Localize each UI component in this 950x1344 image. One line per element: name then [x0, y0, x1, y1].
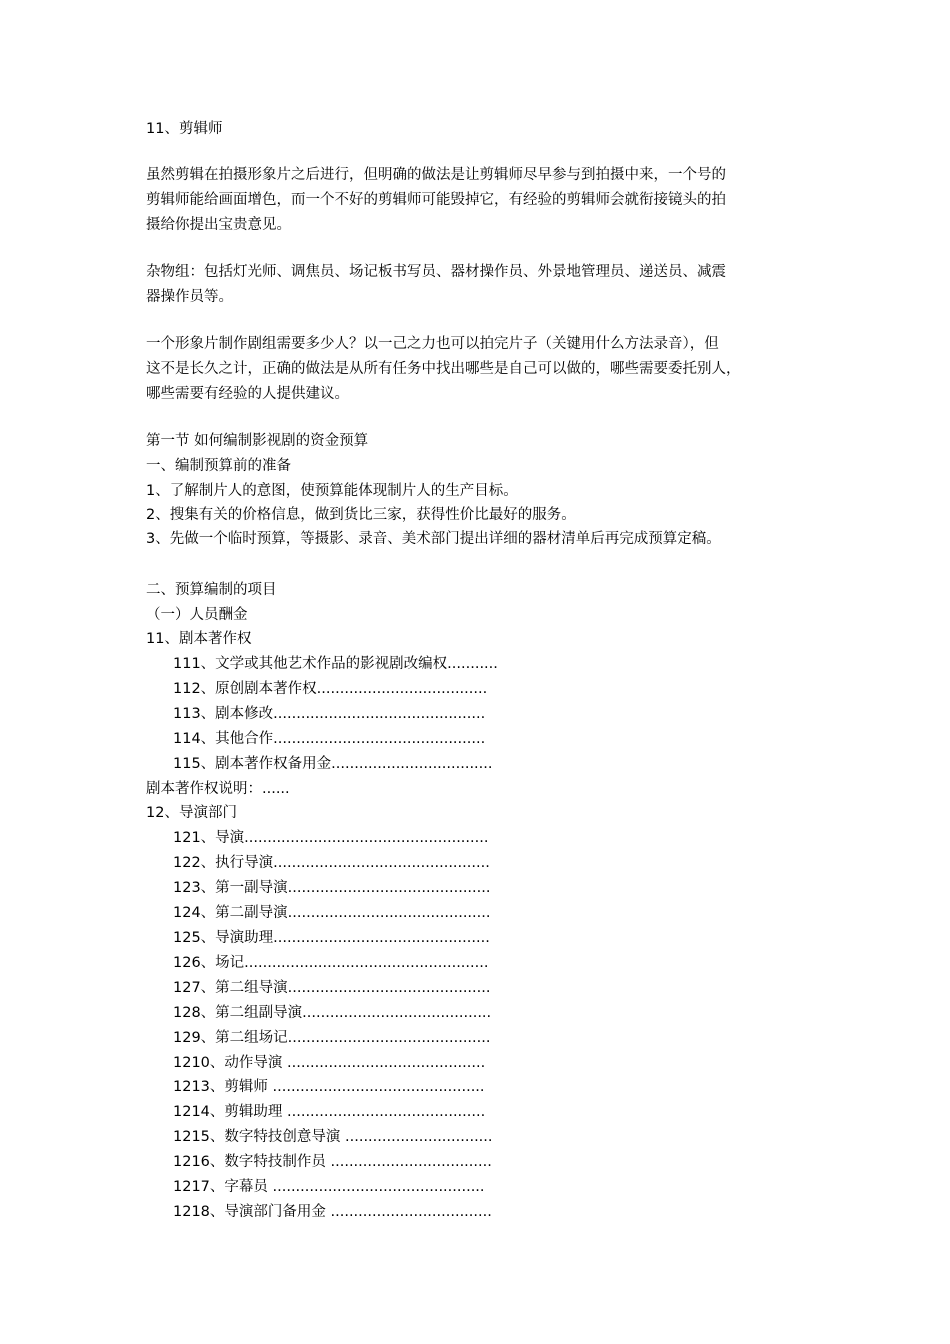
paragraph-line: 一个形象片制作剧组需要多少人？以一己之力也可以拍完片子（关键用什么方法录音），但 — [146, 336, 719, 352]
script-rights-heading: 11、剧本著作权 — [146, 631, 252, 647]
editor-paragraph — [146, 163, 810, 238]
budget-entry: 112、原创剧本著作权..................................... — [173, 681, 488, 697]
budget-entry: 128、第二组副导演......................................... — [173, 1005, 492, 1021]
paragraph-line: 虽然剪辑在拍摄形象片之后进行，但明确的做法是让剪辑师尽早参与到拍摄中来，一个号的 — [146, 167, 726, 183]
prep-item: 3、先做一个临时预算，等摄影、录音、美术部门提出详细的器材清单后再完成预算定稿。 — [146, 531, 721, 547]
paragraph-line: 杂物组：包括灯光师、调焦员、场记板书写员、器材操作员、外景地管理员、递送员、减震 — [146, 264, 726, 280]
budget-entry: 114、其他合作.............................................. — [173, 731, 486, 747]
budget-entry: 126、场记..................................................... — [173, 955, 489, 971]
budget-entry: 1218、导演部门备用金 ................................... — [173, 1204, 492, 1220]
budget-entry: 1215、数字特技创意导演 ................................ — [173, 1129, 493, 1145]
budget-entry: 1216、数字特技制作员 ................................... — [173, 1154, 492, 1170]
budget-entry: 125、导演助理............................................... — [173, 930, 490, 946]
budget-entry: 124、第二副导演............................................ — [173, 905, 491, 921]
section-title: 第一节 如何编制影视剧的资金预算 — [146, 433, 369, 449]
budget-entry: 1213、剪辑师 .............................................. — [173, 1079, 485, 1095]
items-heading: 二、预算编制的项目 — [146, 582, 277, 598]
section-11-heading: 11、剪辑师 — [146, 121, 223, 137]
prep-heading: 一、编制预算前的准备 — [146, 458, 291, 474]
misc-crew-paragraph — [146, 260, 810, 310]
prep-item: 1、了解制片人的意图，使预算能体现制片人的生产目标。 — [146, 483, 518, 499]
budget-entry: 122、执行导演............................................... — [173, 855, 490, 871]
personnel-heading: （一）人员酬金 — [146, 607, 248, 623]
directing-dept-heading: 12、导演部门 — [146, 805, 237, 821]
budget-entry: 111、文学或其他艺术作品的影视剧改编权........... — [173, 656, 498, 672]
script-rights-note: 剧本著作权说明：...... — [146, 781, 290, 797]
prep-item: 2、搜集有关的价格信息，做到货比三家，获得性价比最好的服务。 — [146, 507, 576, 523]
budget-entry: 1214、剪辑助理 ........................................... — [173, 1104, 486, 1120]
budget-entry: 1210、动作导演 ........................................... — [173, 1055, 486, 1071]
paragraph-line: 剪辑师能给画面增色，而一个不好的剪辑师可能毁掉它，有经验的剪辑师会就衔接镜头的拍 — [146, 192, 726, 208]
paragraph-line: 摄给你提出宝贵意见。 — [146, 217, 291, 233]
budget-entry: 1217、字幕员 .............................................. — [173, 1179, 485, 1195]
budget-entry: 129、第二组场记............................................ — [173, 1030, 491, 1046]
budget-entry: 123、第一副导演............................................ — [173, 880, 491, 896]
paragraph-line: 哪些需要有经验的人提供建议。 — [146, 386, 349, 402]
budget-entry: 121、导演..................................................... — [173, 830, 489, 846]
budget-entry: 115、剧本著作权备用金................................... — [173, 756, 493, 772]
budget-entry: 113、剧本修改.............................................. — [173, 706, 486, 722]
budget-entry: 127、第二组导演............................................ — [173, 980, 491, 996]
crew-size-paragraph — [146, 332, 810, 407]
paragraph-line: 这不是长久之计，正确的做法是从所有任务中找出哪些是自己可以做的，哪些需要委托别人， — [146, 361, 741, 377]
paragraph-line: 器操作员等。 — [146, 289, 233, 305]
